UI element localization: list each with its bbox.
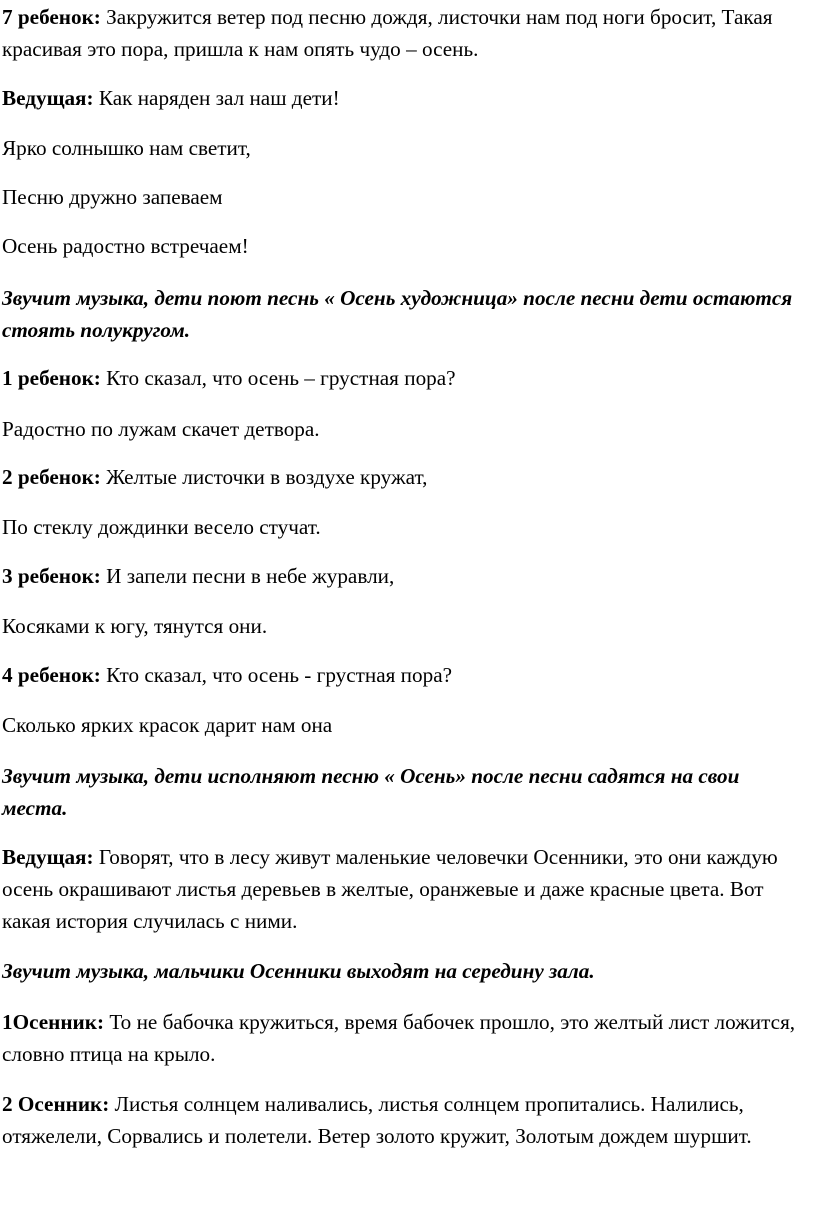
verse-line: Песню дружно запеваем bbox=[2, 185, 223, 209]
verse-line: Косяками к югу, тянутся они. bbox=[2, 614, 268, 638]
speaker-label: 7 ребенок: bbox=[2, 5, 101, 29]
paragraph-osennik1 bbox=[2, 1006, 810, 1070]
paragraph-child2 bbox=[2, 461, 810, 493]
speaker-label: 2 ребенок: bbox=[2, 465, 101, 489]
paragraph-child4 bbox=[2, 659, 810, 691]
speech-text: Желтые листочки в воздухе кружат, bbox=[100, 465, 428, 489]
speech-text: И запели песни в небе журавли, bbox=[100, 564, 395, 588]
verse-line: Радостно по лужам скачет детвора. bbox=[2, 417, 320, 441]
speech-text: Листья солнцем наливались, листья солнцем пропитались. Налились, отяжелели, Сорвались и полетели. Ветер золото кружит, Золотым дождем шуршит. bbox=[2, 1092, 752, 1148]
stage-direction: Звучит музыка, дети поют песнь « Осень художница» после песни дети остаются стоять полукругом. bbox=[2, 286, 793, 342]
speech-text: Говорят, что в лесу живут маленькие человечки Осенники, это они каждую осень окрашивают листья деревьев в желтые, оранжевые и даже красные цвета. Вот какая история случилась с ними. bbox=[2, 845, 778, 933]
paragraph-child1 bbox=[2, 362, 810, 394]
verse-line: Сколько ярких красок дарит нам она bbox=[2, 713, 333, 737]
speaker-label: 1 ребенок: bbox=[2, 366, 101, 390]
stage-direction: Звучит музыка, мальчики Осенники выходят на середину зала. bbox=[2, 959, 595, 983]
paragraph-osennik2 bbox=[2, 1088, 810, 1152]
speech-text: Кто сказал, что осень – грустная пора? bbox=[100, 366, 456, 390]
paragraph-host-2 bbox=[2, 841, 810, 937]
speech-text: Кто сказал, что осень - грустная пора? bbox=[100, 663, 453, 687]
stage-direction: Звучит музыка, дети исполняют песню « Осень» после песни садятся на свои места. bbox=[2, 764, 740, 820]
speech-text: То не бабочка кружиться, время бабочек прошло, это желтый лист ложится, словно птица на крыло. bbox=[2, 1010, 796, 1066]
paragraph-child7 bbox=[2, 1, 810, 65]
speaker-label: 1Осенник: bbox=[2, 1010, 105, 1034]
speech-text: Как наряден зал наш дети! bbox=[93, 86, 340, 110]
paragraph-child3 bbox=[2, 560, 810, 592]
verse-line: Ярко солнышко нам светит, bbox=[2, 136, 251, 160]
speaker-label: 2 Осенник: bbox=[2, 1092, 110, 1116]
speaker-label: Ведущая: bbox=[2, 86, 94, 110]
speaker-label: 4 ребенок: bbox=[2, 663, 101, 687]
speech-text: Закружится ветер под песню дождя, листочки нам под ноги бросит, Такая красивая это пора, пришла к нам опять чудо – осень. bbox=[2, 5, 773, 61]
paragraph-host-1 bbox=[2, 82, 810, 114]
verse-line: Осень радостно встречаем! bbox=[2, 234, 249, 258]
verse-line: По стеклу дождинки весело стучат. bbox=[2, 515, 321, 539]
speaker-label: 3 ребенок: bbox=[2, 564, 101, 588]
speaker-label: Ведущая: bbox=[2, 845, 94, 869]
